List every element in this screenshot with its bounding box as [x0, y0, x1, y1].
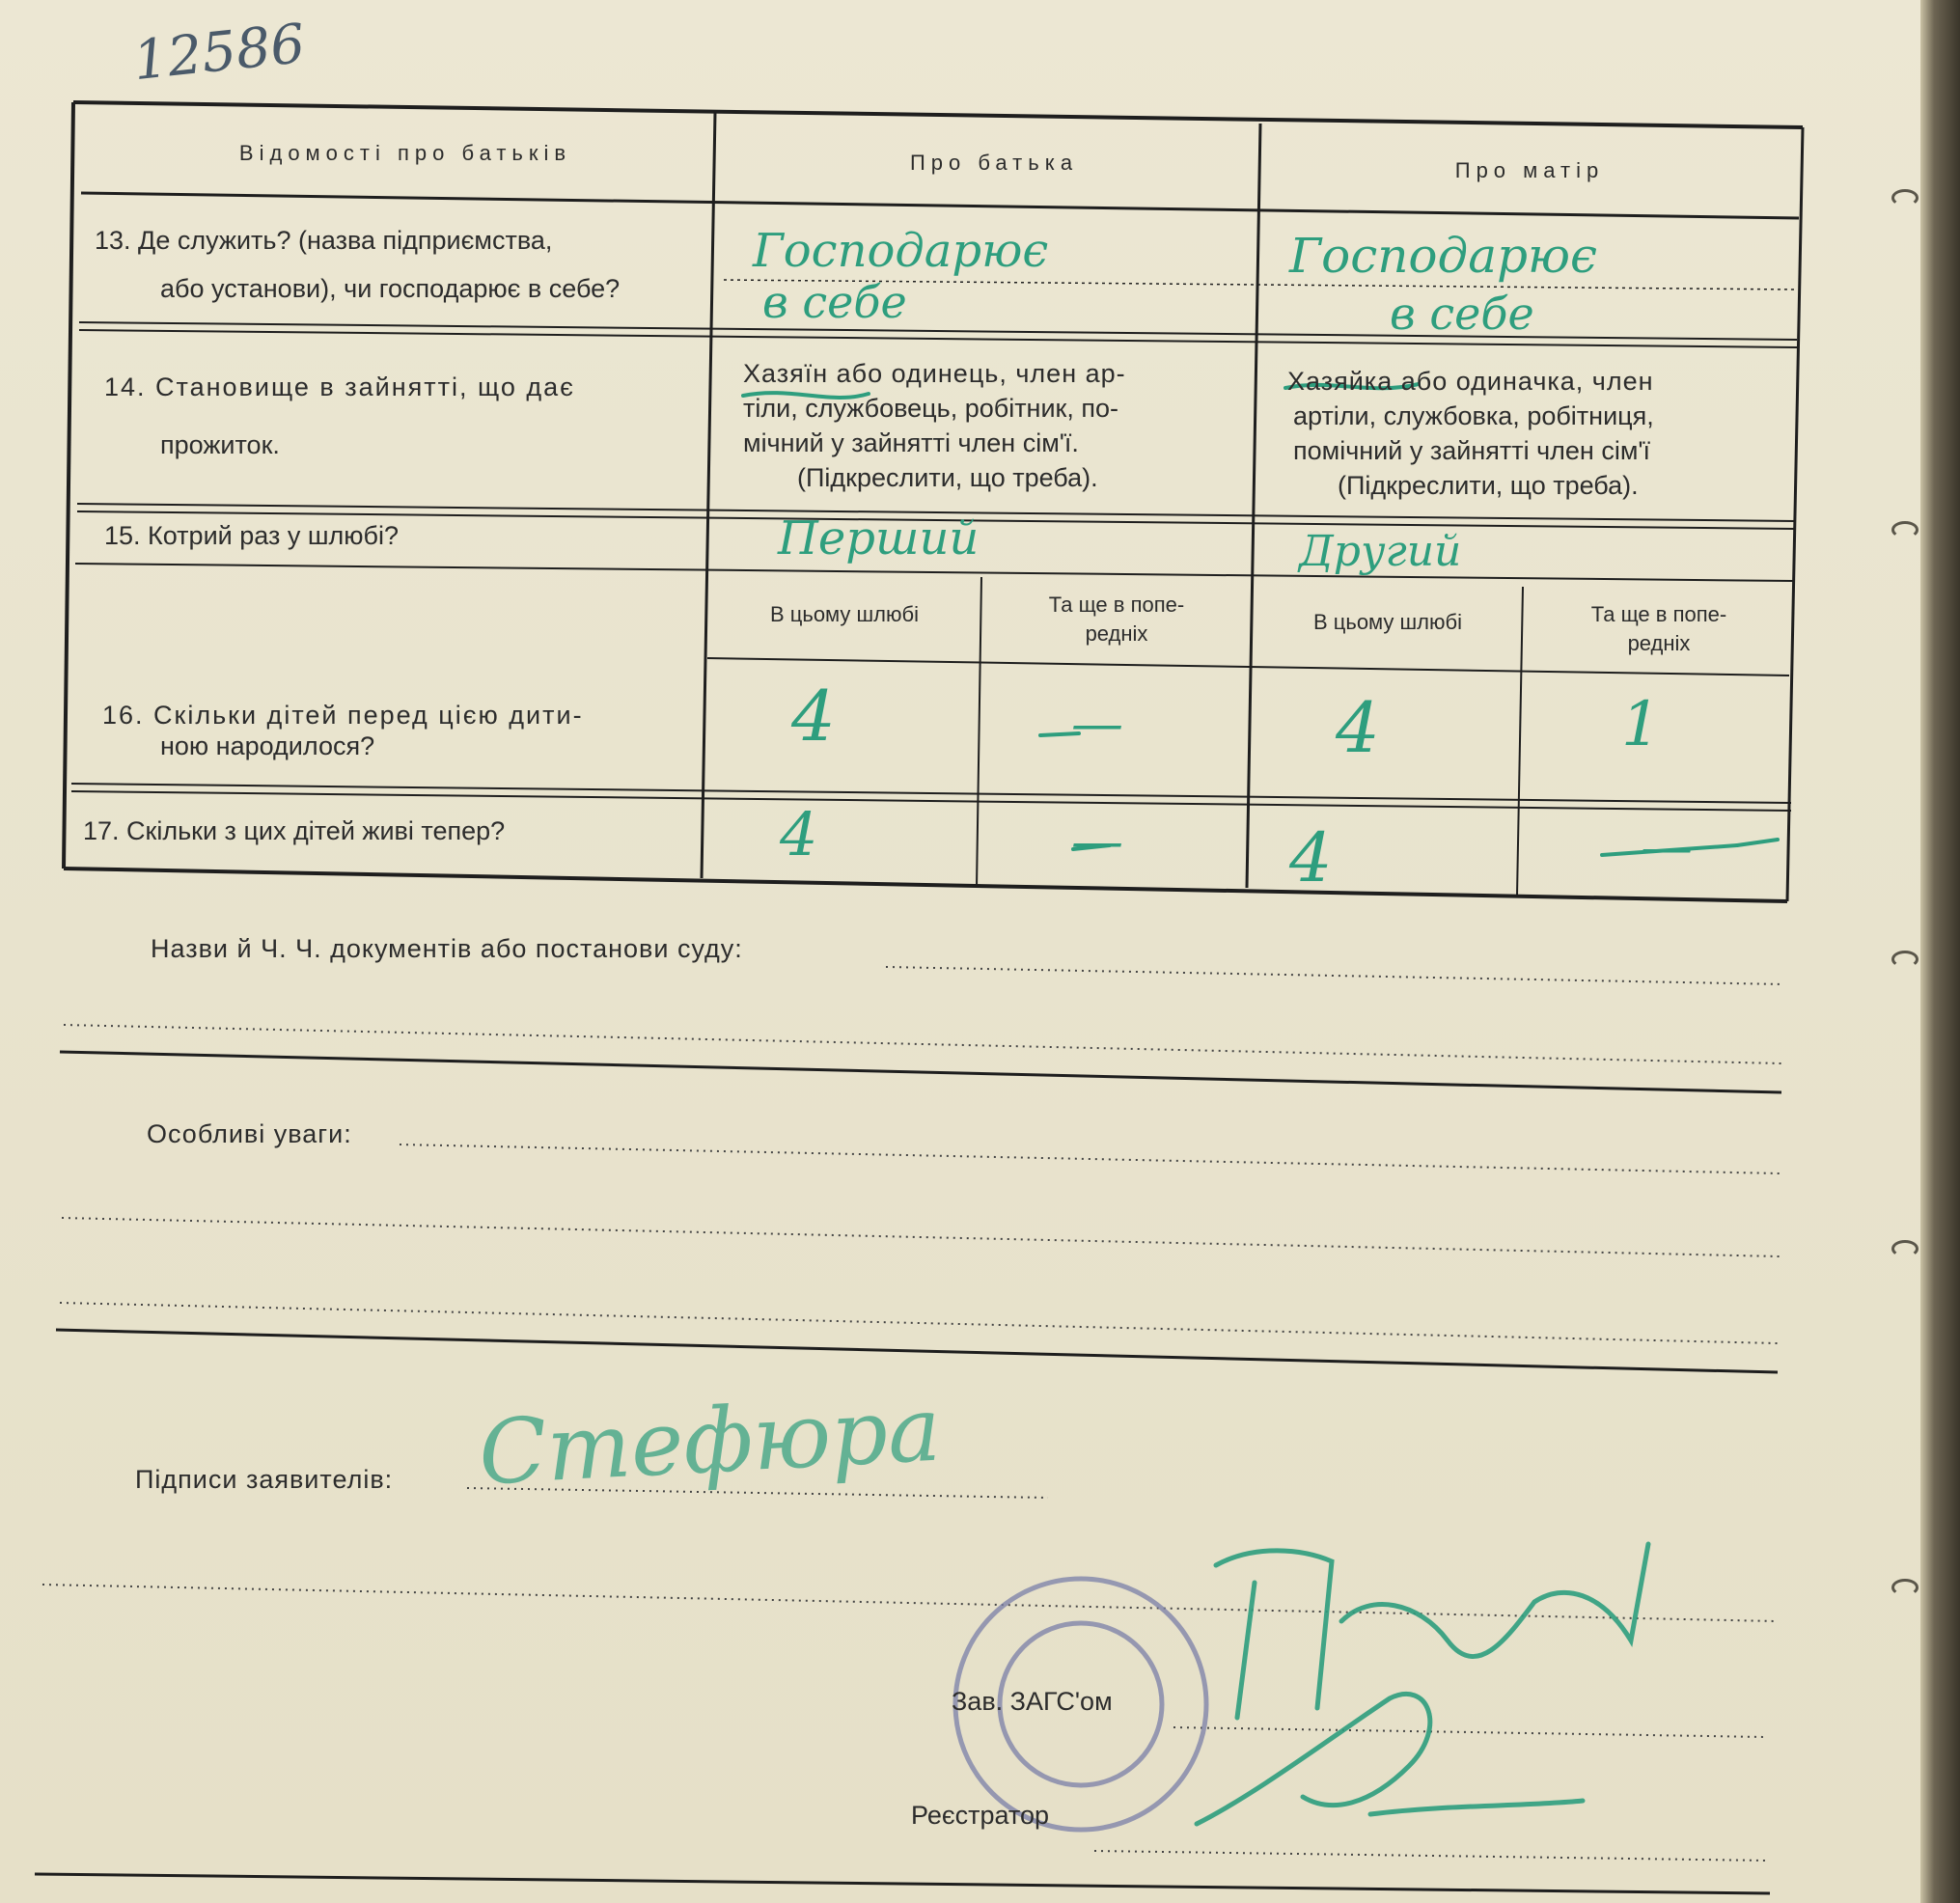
row16-mother-sub-this: В цьому шлюбі	[1312, 610, 1463, 634]
registrar-label: Реєстратор	[911, 1801, 1050, 1830]
head-of-registry-label: Зав. ЗАГС'ом	[952, 1687, 1113, 1716]
row17-mother-prev: —	[1641, 816, 1693, 877]
row17-mother-this: 4	[1289, 818, 1333, 897]
binding-hole	[1891, 1240, 1919, 1257]
row16-mother-sub-prev-1: Та ще в попе-	[1590, 602, 1727, 626]
row16-father-sub-this: В цьому шлюбі	[769, 602, 920, 626]
row14-mother-4: (Підкреслити, що треба).	[1338, 471, 1639, 500]
row14-father-3: мічний у зайнятті член сім'ї.	[743, 428, 1079, 457]
row14-mother-1: Хазяйка або одиначка, член	[1287, 367, 1654, 396]
row16-father-sub-prev-2: редніх	[1085, 621, 1148, 646]
applicant-signature: Стефюра	[476, 1377, 944, 1505]
row14-mother-2: артіли, службовка, робітниця,	[1293, 401, 1654, 430]
row13-label-1: 13. Де служить? (назва підприємства,	[95, 226, 553, 255]
signatures-label: Підписи заявителів:	[135, 1465, 394, 1494]
remarks-label: Особливі уваги:	[147, 1119, 352, 1148]
header-mother: Про матір	[1454, 158, 1605, 182]
documents-label: Назви й Ч. Ч. документів або постанови суду:	[151, 934, 743, 963]
binding-hole	[1891, 1579, 1919, 1596]
header-parents-info: Відомості про батьків	[238, 141, 572, 165]
row13-mother-1: Господарює	[1289, 228, 1598, 284]
row13-mother-2: в себе	[1390, 288, 1534, 340]
row15-father: Перший	[778, 511, 980, 565]
row16-father-prev: —	[1071, 693, 1123, 754]
row14-father-4: (Підкреслити, що треба).	[797, 463, 1098, 492]
row13-label-2: або установи), чи господарює в себе?	[160, 274, 621, 303]
binding-hole	[1891, 189, 1919, 207]
row14-mother-3: помічний у зайнятті член сім'ї	[1293, 436, 1651, 465]
row16-label-1: 16. Скільки дітей перед цією дити-	[102, 701, 584, 730]
row17-father-prev: —	[1071, 811, 1123, 871]
row14-father-1: Хазяїн або одинець, член ар-	[743, 359, 1126, 388]
row16-label-2: ною народилося?	[160, 731, 375, 760]
row17-father-this: 4	[780, 799, 818, 869]
row16-mother-sub-prev-2: редніх	[1627, 631, 1691, 655]
row15-mother: Другий	[1299, 527, 1462, 576]
binding-hole	[1891, 951, 1919, 968]
row17-label: 17. Скільки з цих дітей живі тепер?	[83, 816, 506, 845]
row16-father-this: 4	[791, 676, 836, 757]
row13-father-2: в себе	[762, 276, 907, 328]
page-edge	[1920, 0, 1960, 1903]
row15-label: 15. Котрий раз у шлюбі?	[104, 521, 399, 550]
binding-hole	[1891, 521, 1919, 538]
archive-number: 12586	[130, 12, 309, 94]
row14-label-2: прожиток.	[160, 430, 280, 459]
header-father: Про батька	[909, 151, 1079, 175]
row16-father-sub-prev-1: Та ще в попе-	[1048, 593, 1185, 617]
row16-mother-this: 4	[1336, 687, 1380, 768]
row14-father-2: тіли, службовець, робітник, по-	[743, 394, 1118, 423]
row13-father-1: Господарює	[753, 224, 1049, 278]
row14-label-1: 14. Становище в зайнятті, що дає	[104, 372, 575, 401]
row16-mother-prev: 1	[1621, 689, 1661, 760]
